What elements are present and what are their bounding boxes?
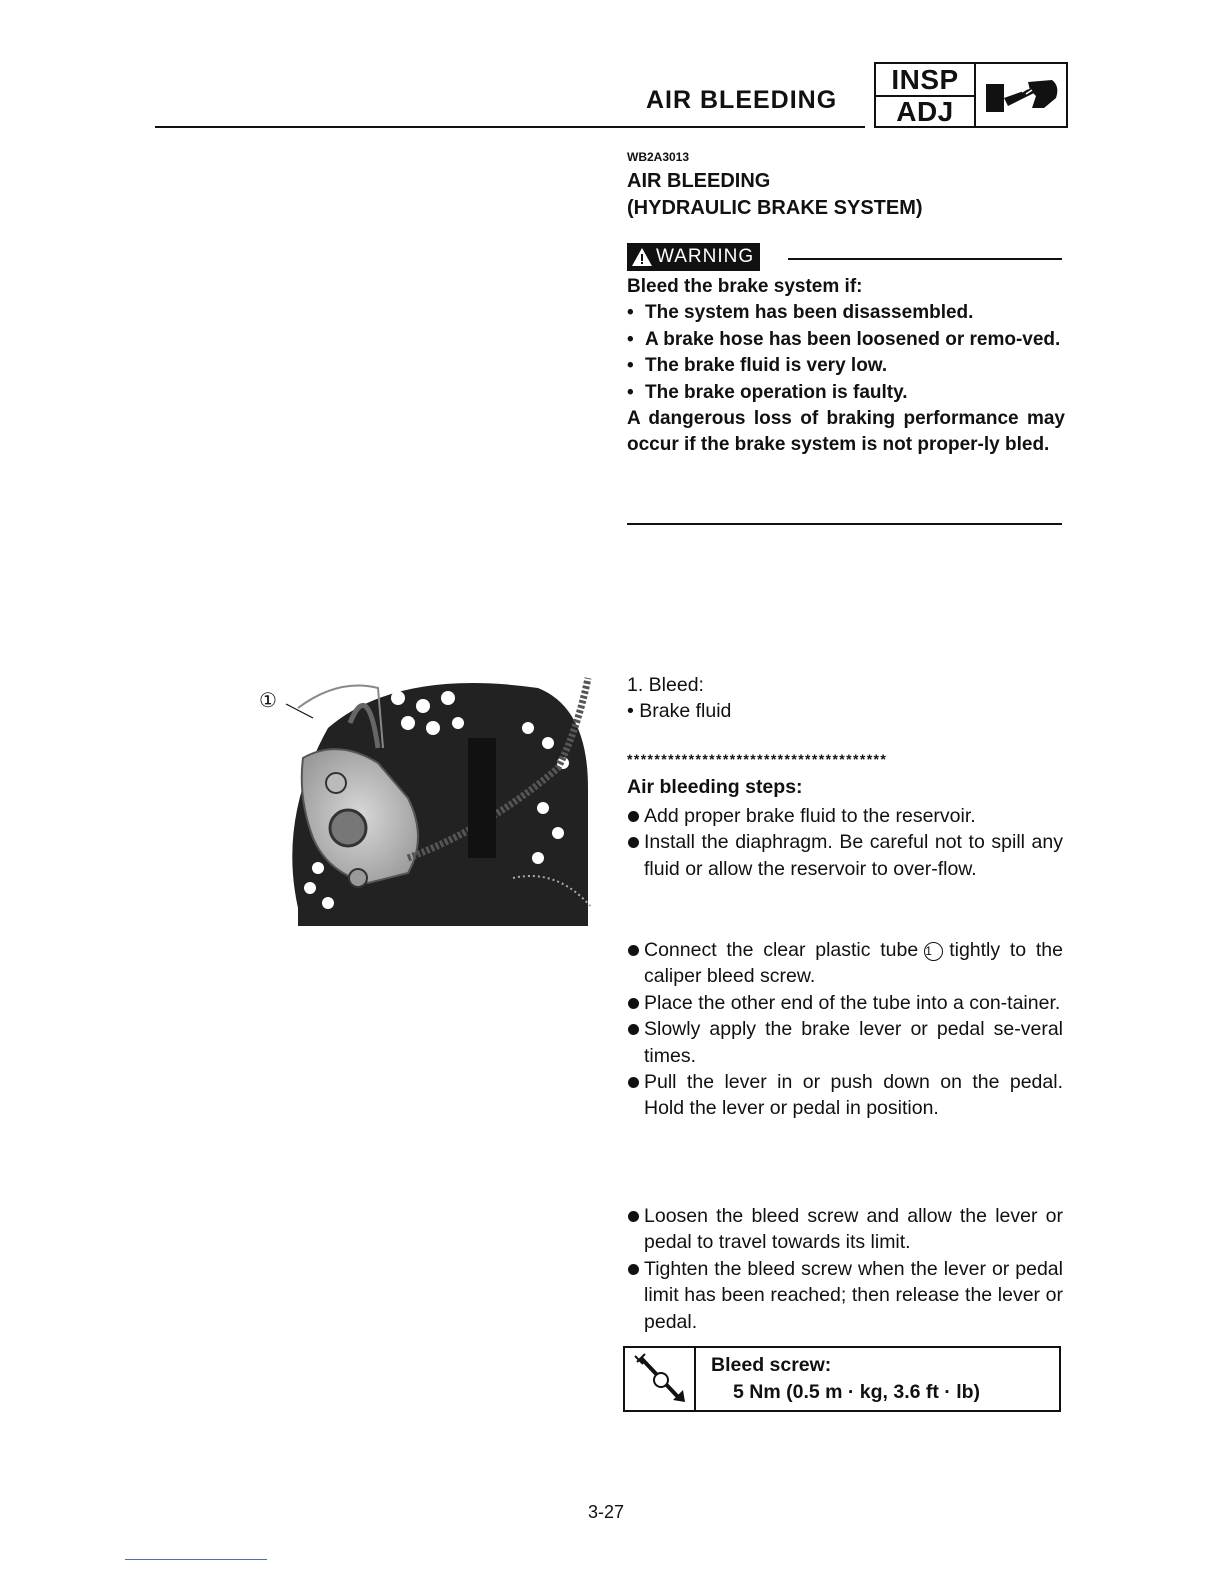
warning-top-rule bbox=[788, 258, 1062, 260]
procedure-item: Slowly apply the brake lever or pedal se-veral times. bbox=[627, 1016, 1063, 1069]
torque-spec-box bbox=[623, 1346, 1061, 1412]
step-1-target: • Brake fluid bbox=[627, 700, 732, 723]
section-tab-insp: INSP bbox=[876, 64, 974, 97]
procedure-item: Place the other end of the tube into a con-tainer. bbox=[627, 990, 1063, 1016]
procedure-item: Add proper brake fluid to the reservoir. bbox=[627, 803, 1063, 829]
warning-bullet: • A brake hose has been loosened or remo-ved. bbox=[627, 328, 1061, 350]
section-tab-divider bbox=[974, 64, 976, 126]
header-rule bbox=[155, 126, 865, 128]
wrench-screwdriver-icon bbox=[984, 78, 1062, 121]
photo-callout-1: ① bbox=[259, 690, 277, 712]
procedure-item: Install the diaphragm. Be careful not to spill any fluid or allow the reservoir to over-flow. bbox=[627, 829, 1063, 882]
warning-text bbox=[627, 274, 1065, 459]
warning-closing: A dangerous loss of braking performance may occur if the brake system is not proper-ly bled. bbox=[627, 408, 1065, 456]
section-tab-box bbox=[874, 62, 1068, 128]
spec-label: Bleed screw: bbox=[711, 1354, 832, 1376]
page-header-title: AIR BLEEDING bbox=[646, 86, 838, 114]
procedure-item: Loosen the bleed screw and allow the lever or pedal to travel towards its limit. bbox=[627, 1203, 1063, 1256]
warning-bottom-rule bbox=[627, 523, 1062, 525]
footer-rule bbox=[125, 1559, 267, 1560]
spec-value: 5 Nm (0.5 m · kg, 3.6 ft · lb) bbox=[733, 1381, 981, 1403]
procedure-item: Connect the clear plastic tube 1 tightly to the caliper bleed screw. bbox=[627, 937, 1063, 990]
warning-bullet: • The brake operation is faulty. bbox=[627, 381, 908, 403]
warning-bullet: • The system has been disassembled. bbox=[627, 302, 974, 324]
callout-1-marker: 1 bbox=[924, 942, 943, 961]
torque-wrench-icon bbox=[633, 1352, 687, 1411]
procedure-group-1 bbox=[627, 803, 1063, 882]
section-title: AIR BLEEDING bbox=[627, 170, 771, 192]
procedure-star-divider: ************************************** bbox=[627, 751, 888, 767]
warning-intro: Bleed the brake system if: bbox=[627, 276, 863, 297]
brake-caliper-photo bbox=[258, 668, 592, 926]
procedure-item: Pull the lever in or push down on the pedal. Hold the lever or pedal in position. bbox=[627, 1069, 1063, 1122]
procedure-group-2 bbox=[627, 937, 1063, 1122]
document-code: WB2A3013 bbox=[627, 150, 690, 164]
step-1-label: 1. Bleed: bbox=[627, 674, 704, 696]
section-subtitle: (HYDRAULIC BRAKE SYSTEM) bbox=[627, 197, 923, 219]
warning-triangle-icon bbox=[631, 247, 653, 267]
page-number: 3-27 bbox=[588, 1502, 625, 1522]
warning-bullet: • The brake fluid is very low. bbox=[627, 355, 888, 377]
procedure-heading: Air bleeding steps: bbox=[627, 776, 803, 798]
warning-badge bbox=[627, 243, 760, 271]
step-1 bbox=[627, 672, 1063, 725]
procedure-item: Tighten the bleed screw when the lever or pedal limit has been reached; then release the lever or pedal. bbox=[627, 1256, 1063, 1335]
section-tab-adj: ADJ bbox=[896, 96, 954, 127]
spec-divider bbox=[694, 1348, 696, 1410]
procedure-group-3 bbox=[627, 1203, 1063, 1335]
warning-label: WARNING bbox=[656, 246, 755, 267]
